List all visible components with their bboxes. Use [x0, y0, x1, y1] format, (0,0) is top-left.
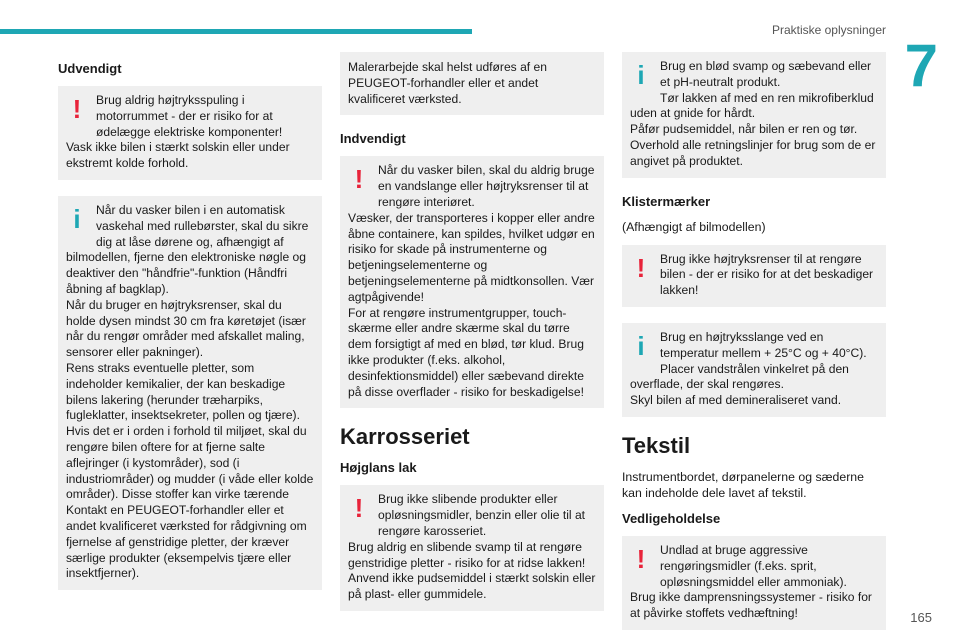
info-text: Brug en blød svamp og sæbevand eller et pH-neutralt produkt. Tør lakken af med en ren mikrofiberklud uden at gnide for hårdt. Påfør pudsemiddel, når bilen er ren og tør. Overhold alle retningslinjer for brug som de er angivet på produktet.	[630, 59, 876, 168]
warning-text: Brug aldrig højtryksspuling i motorrummet - der er risiko for at ødelægge elektriske komponenter! Vask ikke bilen i stærkt solskin eller under ekstremt kolde forhold.	[66, 93, 290, 171]
info-box	[622, 323, 886, 417]
warning-text: Brug ikke slibende produkter eller opløsningsmidler, benzin eller olie til at rengøre karosseriet. Brug aldrig en slibende svamp til at rengøre genstridige pletter - risiko for at ridse lakken! Anvend ikke pudsemiddel i stærkt solskin eller på plast- eller gummidele.	[348, 492, 596, 602]
note-box	[340, 52, 604, 115]
warning-box	[340, 485, 604, 611]
page-header-title: Praktiske oplysninger	[771, 23, 886, 37]
column-3	[622, 52, 886, 640]
warning-text: Brug ikke højtryksrenser til at rengøre bilen - der er risiko for at det beskadiger lakken!	[660, 251, 874, 298]
info-icon: i	[637, 330, 645, 361]
chapter-number: 7	[904, 32, 938, 99]
info-text: Når du vasker bilen i en automatisk vaskehal med rullebørster, skal du sikre dig at låse dørene og, afhængigt af bilmodellen, fjerne den elektroniske nøgle og deaktiver den "håndfrie"-funktion (Håndfri åbning af bagklap). Når du bruger en højtryksrenser, skal du holde dysen mindst 30 cm fra køretøjet (især når du rengør områder med afskallet maling, sensorer eller pakninger). Rens straks eventuelle pletter, som indeholder kemikalier, der kan beskadige bilens lakering (herunder træharpiks, fugleklatter, insektsekreter, pollen og tjære). Hvis det er i orden i forhold til miljøet, skal du rengøre bilen oftere for at fjerne salte aflejringer (i kystområder), sod (i industriområder) og mudder (i våde eller kolde områder). Disse stoffer kan virke tærende Kontakt en PEUGEOT-forhandler eller et andet kvalificeret værksted for rådgivning om fjernelse af genstridige pletter, der kræver særlige produkter (eksempelvis tjære eller insektfjerner).	[66, 202, 314, 581]
info-box	[622, 52, 886, 178]
column-1	[58, 52, 322, 606]
info-box	[58, 196, 322, 590]
section-title-tekstil: Tekstil	[622, 432, 691, 458]
info-icon: i	[637, 60, 645, 90]
warning-box	[622, 245, 886, 307]
info-text: Brug en højtryksslange ved en temperatur mellem + 25°C og + 40°C). Placer vandstrålen vinkelret på den overflade, der skal rengøres. Skyl bilen af med demineraliseret vand.	[630, 329, 867, 408]
page-number: 165	[910, 610, 932, 625]
heading-indvendigt: Indvendigt	[340, 131, 406, 147]
warning-box	[58, 86, 322, 180]
paragraph: (Afhængigt af bilmodellen)	[622, 219, 766, 234]
heading-vedligeholdelse: Vedligeholdelse	[622, 510, 721, 526]
warning-icon: !	[636, 543, 646, 574]
warning-text: Undlad at bruge aggressive rengøringsmidler (f.eks. sprit, opløsningsmiddel eller ammoniak). Brug ikke damprensningssystemer - risiko for at påvirke stoffets vedhæftning!	[630, 542, 872, 621]
warning-icon: !	[72, 94, 82, 124]
heading-klistermaerker: Klistermærker	[622, 193, 711, 209]
warning-box	[340, 156, 604, 408]
heading-udvendigt: Udvendigt	[58, 61, 122, 76]
warning-icon: !	[354, 164, 364, 195]
section-title-karrosseriet: Karrosseriet	[340, 424, 470, 450]
header-accent-bar	[0, 29, 472, 34]
warning-box	[622, 536, 886, 630]
info-icon: i	[73, 203, 81, 234]
heading-hoejglans-lak: Højglans lak	[340, 460, 417, 476]
note-text: Malerarbejde skal helst udføres af en PEUGEOT-forhandler eller et andet kvalificeret værksted.	[348, 60, 547, 106]
column-2	[340, 52, 604, 627]
warning-text: Når du vasker bilen, skal du aldrig bruge en vandslange eller højtryksrenser til at rengøre interiøret. Væsker, der transporteres i kopper eller andre åbne containere, kan spildes, hvilket udgør en risiko for skade på instrumenterne og betjeningselementerne og betjeningselementerne på midtkonsollen. Vær agtpågivende! For at rengøre instrumentgrupper, touch-skærme eller andre skærme skal du tørre dem forsigtigt af med en blød, tør klud. Brug ikke produkter (f.eks. alkohol, desinfektionsmiddel) eller sæbevand direkte på disse overflader - risiko for beskadigelse!	[348, 163, 595, 399]
warning-icon: !	[636, 252, 646, 283]
paragraph: Instrumentbordet, dørpanelerne og sæderne kan indeholde dele lavet af tekstil.	[622, 469, 864, 500]
warning-icon: !	[354, 493, 364, 524]
